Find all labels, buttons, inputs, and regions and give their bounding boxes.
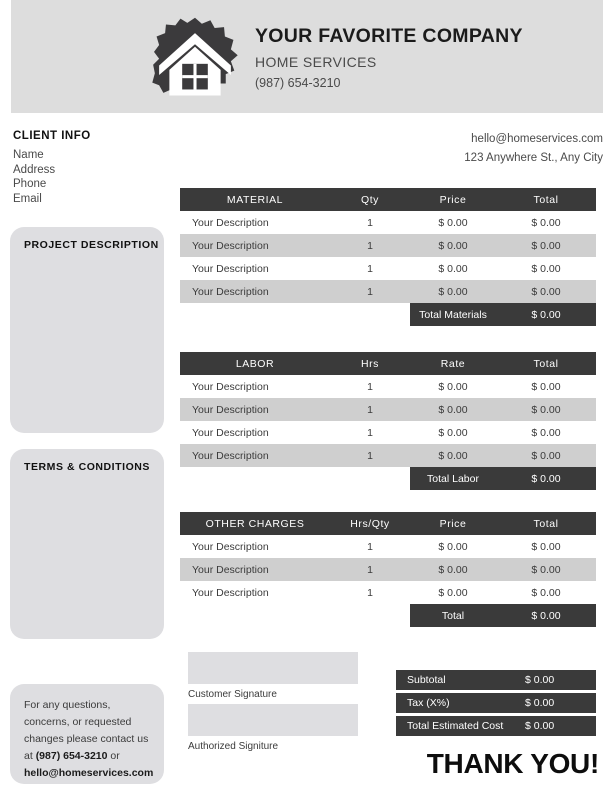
footer-spacer bbox=[330, 467, 410, 490]
other-col-header-desc: OTHER CHARGES bbox=[180, 512, 330, 535]
cell-qty[interactable]: 1 bbox=[367, 216, 373, 229]
other-charges-table bbox=[180, 512, 596, 627]
table-footer-row bbox=[180, 467, 596, 490]
thank-you-text: THANK YOU! bbox=[426, 748, 599, 779]
footer-spacer bbox=[180, 604, 330, 627]
client-field-email[interactable]: Email bbox=[13, 193, 42, 206]
cell-total[interactable]: $ 0.00 bbox=[531, 586, 561, 599]
labor-col-header-rate: Rate bbox=[410, 352, 496, 375]
cell-rate[interactable]: $ 0.00 bbox=[438, 380, 468, 393]
table-footer-row bbox=[180, 604, 596, 627]
table-row[interactable] bbox=[180, 558, 596, 581]
material-total-value: $ 0.00 bbox=[496, 303, 596, 326]
cell-total[interactable]: $ 0.00 bbox=[531, 216, 561, 229]
footer-spacer bbox=[330, 604, 410, 627]
labor-col-header-hrs: Hrs bbox=[330, 352, 410, 375]
table-row[interactable] bbox=[180, 421, 596, 444]
summary-row-subtotal bbox=[396, 670, 596, 690]
contact-note-or: or bbox=[107, 750, 120, 762]
other-charges-table-head bbox=[180, 512, 596, 535]
contact-note-phone: (987) 654-3210 bbox=[35, 750, 108, 762]
cell-hrs[interactable]: 1 bbox=[330, 398, 410, 421]
footer-spacer bbox=[180, 467, 330, 490]
other-charges-table-body bbox=[180, 535, 596, 604]
labor-table-foot bbox=[180, 467, 596, 490]
cell-total[interactable]: $ 0.00 bbox=[496, 558, 596, 581]
client-field-address[interactable]: Address bbox=[13, 163, 56, 176]
company-email: hello@homeservices.com bbox=[471, 133, 603, 145]
summary-value-total-estimated-cost: $ 0.00 bbox=[525, 720, 555, 732]
client-field-name[interactable]: Name bbox=[13, 149, 44, 161]
cell-price[interactable]: $ 0.00 bbox=[438, 586, 468, 599]
client-field-phone[interactable]: Phone bbox=[13, 178, 47, 191]
summary-label-subtotal: Subtotal bbox=[407, 674, 446, 686]
customer-signature-field[interactable] bbox=[188, 652, 358, 684]
cell-price[interactable]: $ 0.00 bbox=[410, 280, 496, 303]
cell-desc[interactable]: Your Description bbox=[192, 380, 269, 393]
table-header-row bbox=[180, 512, 596, 535]
cell-total[interactable]: $ 0.00 bbox=[531, 540, 561, 553]
labor-total-label: Total Labor bbox=[410, 467, 496, 490]
company-tagline: HOME SERVICES bbox=[255, 54, 377, 71]
customer-signature-label: Customer Signature bbox=[188, 689, 277, 700]
contact-note-panel bbox=[10, 684, 164, 784]
client-info-title: CLIENT INFO bbox=[13, 130, 91, 142]
cell-hrsqty[interactable]: 1 bbox=[367, 586, 373, 599]
material-total-label: Total Materials bbox=[410, 303, 496, 326]
company-contact-block bbox=[464, 130, 603, 167]
cell-price[interactable]: $ 0.00 bbox=[410, 234, 496, 257]
cell-qty[interactable]: 1 bbox=[367, 262, 373, 275]
cell-desc[interactable]: Your Description bbox=[180, 558, 330, 581]
table-header-row bbox=[180, 352, 596, 375]
contact-note-at: at bbox=[24, 750, 36, 762]
material-table-body bbox=[180, 211, 596, 303]
client-info-block bbox=[13, 130, 91, 207]
cell-desc[interactable]: Your Description bbox=[180, 234, 330, 257]
other-total-value: $ 0.00 bbox=[496, 604, 596, 627]
cell-hrs[interactable]: 1 bbox=[330, 444, 410, 467]
cell-desc[interactable]: Your Description bbox=[192, 586, 269, 599]
footer-spacer bbox=[330, 303, 410, 326]
cell-desc[interactable]: Your Description bbox=[180, 398, 330, 421]
cell-desc[interactable]: Your Description bbox=[180, 280, 330, 303]
material-col-header-total: Total bbox=[496, 188, 596, 211]
other-col-header-total: Total bbox=[496, 512, 596, 535]
material-col-header-price: Price bbox=[410, 188, 496, 211]
labor-table-body bbox=[180, 375, 596, 467]
cell-qty[interactable]: 1 bbox=[330, 280, 410, 303]
table-header-row bbox=[180, 188, 596, 211]
cell-desc[interactable]: Your Description bbox=[180, 444, 330, 467]
cell-price[interactable]: $ 0.00 bbox=[410, 558, 496, 581]
other-col-header-hrsqty: Hrs/Qty bbox=[330, 512, 410, 535]
cell-rate[interactable]: $ 0.00 bbox=[410, 444, 496, 467]
cell-desc[interactable]: Your Description bbox=[192, 216, 269, 229]
table-row[interactable] bbox=[180, 535, 596, 558]
material-table-head bbox=[180, 188, 596, 211]
summary-totals bbox=[396, 670, 596, 739]
terms-conditions-panel[interactable] bbox=[10, 449, 164, 639]
table-row[interactable] bbox=[180, 581, 596, 604]
material-col-header-qty: Qty bbox=[330, 188, 410, 211]
other-charges-table-foot bbox=[180, 604, 596, 627]
authorized-signature-field[interactable] bbox=[188, 704, 358, 736]
cell-hrs[interactable]: 1 bbox=[367, 426, 373, 439]
summary-value-tax: $ 0.00 bbox=[525, 697, 555, 709]
labor-col-header-desc: LABOR bbox=[180, 352, 330, 375]
company-name: YOUR FAVORITE COMPANY bbox=[255, 25, 523, 47]
contact-note-email: hello@homeservices.com bbox=[24, 767, 154, 779]
table-row[interactable] bbox=[180, 280, 596, 303]
summary-label-total-estimated-cost: Total Estimated Cost bbox=[407, 720, 504, 732]
cell-price[interactable]: $ 0.00 bbox=[438, 540, 468, 553]
contact-note-line2: concerns, or requested bbox=[24, 716, 132, 728]
table-row[interactable] bbox=[180, 444, 596, 467]
table-row[interactable] bbox=[180, 234, 596, 257]
company-address: 123 Anywhere St., Any City bbox=[464, 151, 603, 164]
authorized-signature-label: Authorized Signiture bbox=[188, 741, 279, 752]
other-col-header-price: Price bbox=[410, 512, 496, 535]
cell-rate[interactable]: $ 0.00 bbox=[438, 426, 468, 439]
other-total-label: Total bbox=[410, 604, 496, 627]
summary-row-total-estimated-cost bbox=[396, 716, 596, 736]
summary-label-tax: Tax (X%) bbox=[407, 697, 450, 709]
labor-table-head bbox=[180, 352, 596, 375]
table-footer-row bbox=[180, 303, 596, 326]
terms-conditions-title: TERMS & CONDITIONS bbox=[24, 461, 150, 473]
project-description-title: PROJECT DESCRIPTION bbox=[24, 239, 159, 251]
cell-hrsqty[interactable]: 1 bbox=[367, 540, 373, 553]
project-description-panel[interactable] bbox=[10, 227, 164, 433]
table-row[interactable] bbox=[180, 398, 596, 421]
cell-total[interactable]: $ 0.00 bbox=[496, 234, 596, 257]
cell-rate[interactable]: $ 0.00 bbox=[410, 398, 496, 421]
company-phone: (987) 654-3210 bbox=[255, 76, 341, 91]
gear-house-icon bbox=[152, 16, 238, 98]
contact-note-line3: changes please contact us bbox=[24, 733, 149, 745]
cell-total[interactable]: $ 0.00 bbox=[496, 398, 596, 421]
cell-total[interactable]: $ 0.00 bbox=[531, 380, 561, 393]
labor-total-value: $ 0.00 bbox=[496, 467, 596, 490]
table-row[interactable] bbox=[180, 375, 596, 398]
cell-desc[interactable]: Your Description bbox=[192, 262, 269, 275]
labor-col-header-total: Total bbox=[496, 352, 596, 375]
cell-price[interactable]: $ 0.00 bbox=[438, 262, 468, 275]
material-table bbox=[180, 188, 596, 326]
cell-qty[interactable]: 1 bbox=[330, 234, 410, 257]
cell-total[interactable]: $ 0.00 bbox=[496, 444, 596, 467]
footer-spacer bbox=[180, 303, 330, 326]
cell-total[interactable]: $ 0.00 bbox=[531, 262, 561, 275]
cell-desc[interactable]: Your Description bbox=[192, 426, 269, 439]
contact-note-line1: For any questions, bbox=[24, 699, 111, 711]
cell-total[interactable]: $ 0.00 bbox=[496, 280, 596, 303]
cell-price[interactable]: $ 0.00 bbox=[438, 216, 468, 229]
material-col-header-desc: MATERIAL bbox=[180, 188, 330, 211]
labor-table bbox=[180, 352, 596, 490]
summary-value-subtotal: $ 0.00 bbox=[525, 674, 555, 686]
cell-desc[interactable]: Your Description bbox=[192, 540, 269, 553]
summary-row-tax bbox=[396, 693, 596, 713]
cell-total[interactable]: $ 0.00 bbox=[531, 426, 561, 439]
table-row[interactable] bbox=[180, 257, 596, 280]
table-row[interactable] bbox=[180, 211, 596, 234]
material-table-foot bbox=[180, 303, 596, 326]
cell-hrsqty[interactable]: 1 bbox=[330, 558, 410, 581]
company-identity bbox=[255, 26, 523, 91]
cell-hrs[interactable]: 1 bbox=[367, 380, 373, 393]
